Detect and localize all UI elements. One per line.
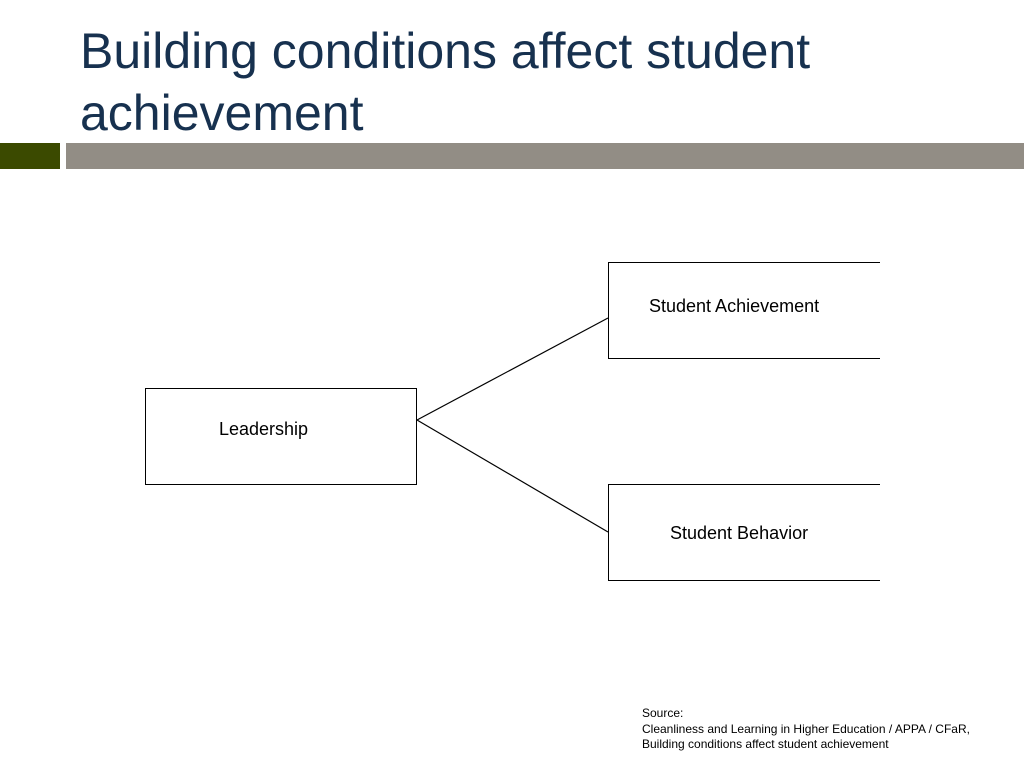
student-achievement-box [608,262,880,359]
student-behavior-box [608,484,880,581]
slide-title: Building conditions affect student achievement [80,23,811,141]
source-line-1: Cleanliness and Learning in Higher Education / APPA / CFaR, [642,721,970,736]
connector-leadership-behavior [417,420,608,532]
student-behavior-label: Student Behavior [670,523,809,543]
student-achievement-label: Student Achievement [649,296,820,316]
source-citation [642,706,970,753]
leadership-label: Leadership [219,419,309,439]
leadership-box [145,388,417,485]
connector-leadership-achievement [417,318,608,420]
source-label: Source: [642,706,684,720]
source-line-2: Building conditions affect student achievement [642,737,889,751]
